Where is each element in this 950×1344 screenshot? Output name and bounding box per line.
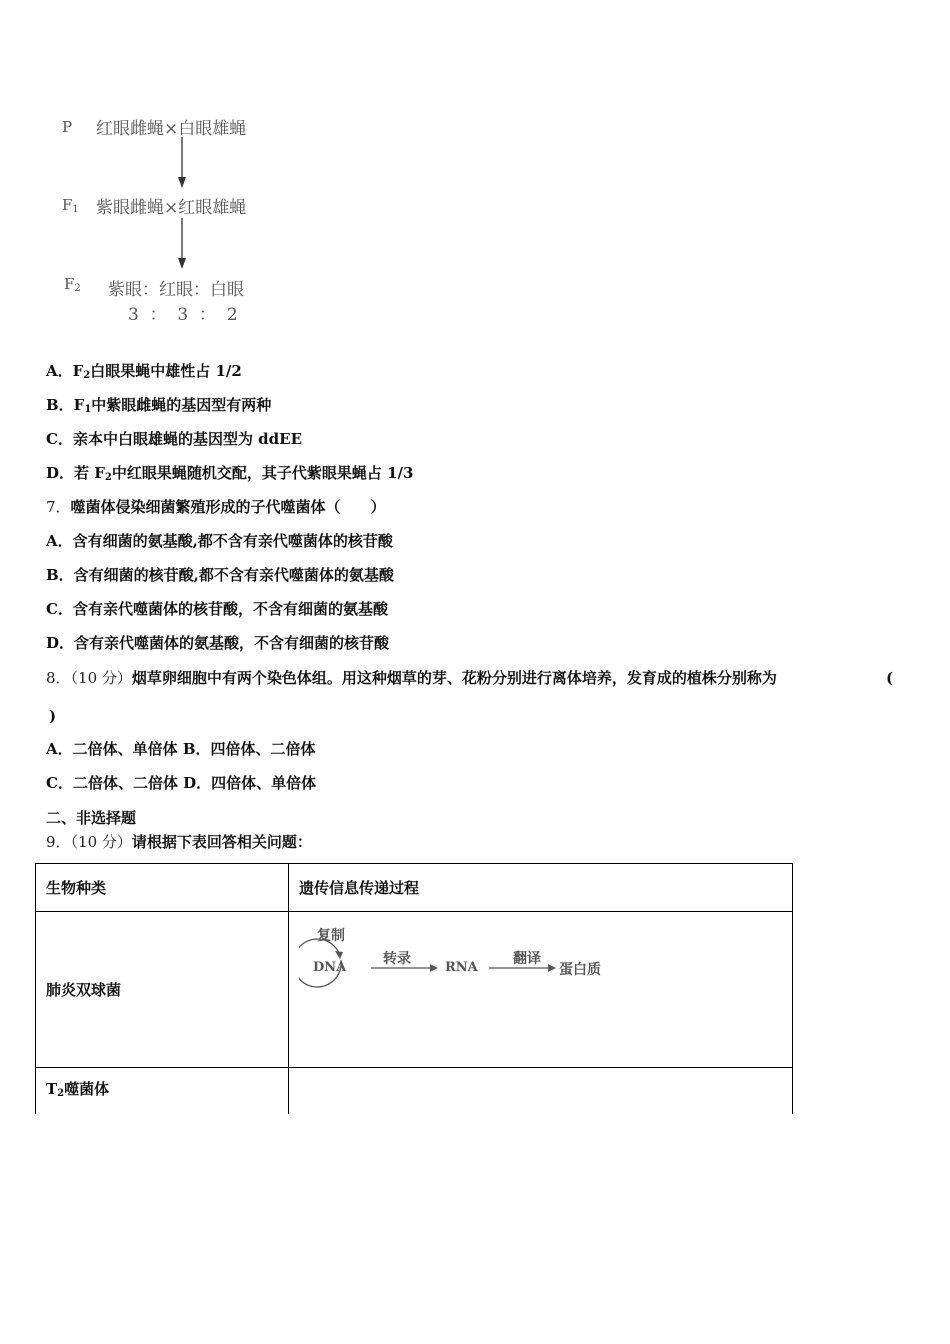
q7-option-c: C．含有亲代噬菌体的核苷酸，不含有细菌的氨基酸 (46, 600, 388, 618)
q8-options-row-2: C．二倍体、二倍体 D．四倍体、单倍体 (46, 774, 317, 792)
q7-stem: 7．噬菌体侵染细菌繁殖形成的子代噬菌体（ ） (46, 498, 386, 516)
down-arrow-icon (175, 218, 189, 270)
q6-option-d: D．若 $F_2$中红眼果蝇随机交配，其子代紫眼果蝇占 1/3 (46, 464, 414, 483)
q7-option-d: D．含有亲代噬菌体的氨基酸，不含有细菌的核苷酸 (46, 634, 390, 652)
q8-stem: 8．（10 分）烟草卵细胞中有两个染色体组。用这种烟草的芽、花粉分别进行离体培养，发育成的植株分别称为 (46, 669, 777, 687)
table-cell-flow (289, 912, 793, 1068)
dna-label: DNA (313, 960, 347, 975)
table-cell-species: 肺炎双球菌 (36, 912, 289, 1068)
q6-option-b: B．$F_1$中紫眼雌蝇的基因型有两种 (46, 396, 272, 415)
replication-label: 复制 (317, 928, 345, 944)
central-dogma-diagram (299, 912, 782, 1062)
table-header-row (36, 864, 793, 912)
rna-label: RNA (445, 960, 478, 975)
q7-option-a: A．含有细菌的氨基酸,都不含有亲代噬菌体的核苷酸 (46, 532, 393, 550)
table-cell-species: $T_2$噬菌体 (36, 1068, 289, 1114)
transcription-label: 转录 (383, 951, 411, 967)
table-row (36, 912, 793, 1068)
p-label: P (62, 118, 73, 136)
table-header-cell: 生物种类 (36, 864, 289, 912)
p-cross: 红眼雌蝇×白眼雄蝇 (96, 119, 247, 139)
section-heading: 二、非选择题 (46, 809, 137, 827)
f2-ratio-labels: 紫眼：红眼：白眼 (108, 280, 244, 300)
q8-close-paren: ) (49, 707, 57, 725)
info-table (35, 863, 793, 1114)
flow-arrows-svg (299, 912, 619, 1002)
f2-ratio-values: 3 ： 3 ： 2 (128, 305, 238, 325)
q9-stem: 9．（10 分）请根据下表回答相关问题： (46, 833, 312, 851)
q6-option-c: C．亲本中白眼雄蝇的基因型为 ddEE (46, 430, 303, 448)
protein-label: 蛋白质 (559, 962, 601, 978)
f1-label: $F_1$ (62, 196, 79, 215)
q7-option-b: B．含有细菌的核苷酸,都不含有亲代噬菌体的氨基酸 (46, 566, 394, 584)
table-row (36, 1068, 793, 1114)
down-arrow-icon (175, 137, 189, 189)
f2-label: $F_2$ (64, 275, 81, 294)
translation-label: 翻译 (513, 951, 541, 967)
table-header-cell: 遗传信息传递过程 (289, 864, 793, 912)
q8-open-paren: ( (886, 669, 894, 687)
table-cell-flow (289, 1068, 793, 1114)
q6-option-a: A．$F_2$白眼果蝇中雄性占 1/2 (46, 362, 242, 381)
f1-cross: 紫眼雌蝇×红眼雄蝇 (96, 198, 247, 218)
q8-options-row-1: A．二倍体、单倍体 B．四倍体、二倍体 (46, 740, 316, 758)
